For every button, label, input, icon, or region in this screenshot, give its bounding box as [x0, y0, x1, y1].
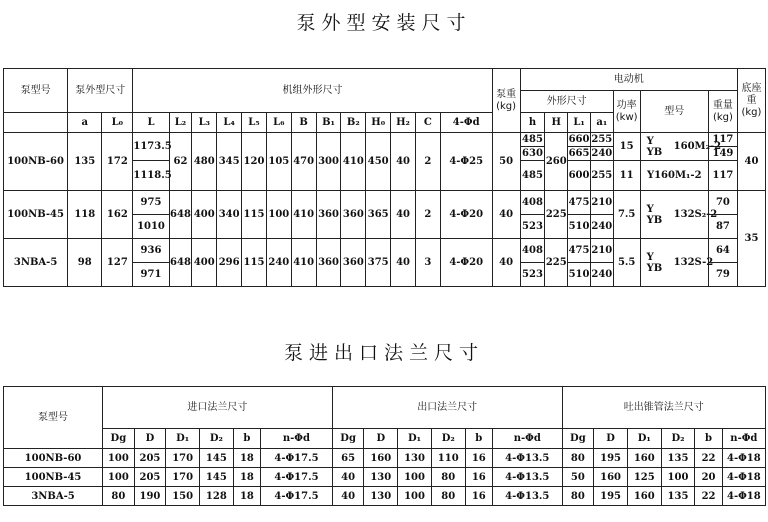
- cell-model: 100NB-45: [4, 468, 103, 487]
- cell: 110: [431, 449, 465, 468]
- header-inlet-flange: 进口法兰尺寸: [103, 387, 333, 429]
- cell-h0: 375: [366, 239, 391, 287]
- cell: 18: [233, 449, 260, 468]
- cell-l2: 648: [169, 239, 192, 287]
- cell-motor-l1: 600: [568, 161, 591, 191]
- cell-motor-l1: 665: [568, 148, 590, 159]
- cell-motor-weight: 79: [708, 263, 737, 287]
- cell-l0: 162: [102, 191, 133, 239]
- cell-l5: 115: [242, 191, 267, 239]
- cell-power: 15: [613, 133, 640, 161]
- cell-b2: 410: [341, 133, 366, 191]
- cell-motor-h: 408: [520, 239, 545, 263]
- cell: 18: [233, 468, 260, 487]
- cell-motor-weight: 87: [708, 215, 737, 239]
- cell: 160: [627, 449, 661, 468]
- cell-a: 98: [68, 239, 102, 287]
- cell-l-bot: 971: [133, 263, 169, 287]
- motor-prefix-yb: YB: [646, 262, 663, 274]
- table-row: [4, 449, 766, 468]
- table-row: [4, 191, 766, 215]
- cell-motor-weight: 70: [708, 191, 737, 215]
- cell-a: 118: [68, 191, 102, 239]
- cell-b: 470: [291, 133, 316, 191]
- cell-l3: 480: [192, 133, 217, 191]
- header-discharge-dg: Dg: [562, 429, 594, 449]
- cell-l4: 345: [217, 133, 242, 191]
- cell: 150: [166, 487, 200, 506]
- table-row: [4, 468, 766, 487]
- header-b2: B₂: [341, 113, 366, 133]
- cell-l6: 100: [266, 191, 291, 239]
- header-motor-l1: L₁: [568, 113, 591, 133]
- cell-motor-a1: 255: [590, 161, 613, 191]
- cell-h2: 40: [391, 191, 416, 239]
- cell: 40: [332, 468, 364, 487]
- cell: 195: [594, 449, 628, 468]
- header-inlet-dg: Dg: [103, 429, 135, 449]
- header-c: C: [415, 113, 440, 133]
- header-l5: L₅: [242, 113, 267, 133]
- cell: 130: [364, 468, 398, 487]
- cell-b2: 360: [341, 191, 366, 239]
- cell-motor-H: 225: [545, 239, 568, 287]
- cell: 40: [332, 487, 364, 506]
- motor-prefix-y: Y: [646, 203, 654, 215]
- header-outlet-d2: D₂: [431, 429, 465, 449]
- header-motor-h: h: [520, 113, 545, 133]
- header-pump-model: 泵型号: [4, 69, 68, 113]
- header-inlet-d: D: [134, 429, 166, 449]
- cell-base-weight-shared: 35: [737, 191, 765, 287]
- cell: 145: [199, 468, 233, 487]
- cell: 100: [103, 468, 135, 487]
- header-outlet-d: D: [364, 429, 398, 449]
- cell: 100: [103, 449, 135, 468]
- header-outlet-d1: D₁: [398, 429, 432, 449]
- cell: 80: [431, 468, 465, 487]
- cell-power: 5.5: [613, 239, 640, 287]
- cell-l-bot: 1118.5: [133, 161, 169, 191]
- subheader-row: [4, 429, 766, 449]
- header-h2: H₂: [391, 113, 416, 133]
- cell: 16: [465, 468, 492, 487]
- cell: 100: [398, 487, 432, 506]
- motor-prefix-yb: YB: [646, 214, 663, 226]
- cell: 190: [134, 487, 166, 506]
- cell-pump-weight: 40: [492, 191, 520, 239]
- flange-dimensions-table: [3, 386, 766, 506]
- flange-dimensions-title: 泵进出口法兰尺寸: [283, 342, 484, 364]
- table-row: [4, 487, 766, 506]
- cell: 16: [465, 487, 492, 506]
- cell: 4-Φ13.5: [492, 449, 562, 468]
- cell-motor-H: 260: [545, 133, 568, 191]
- header-l2: L₂: [169, 113, 192, 133]
- cell-h2: 40: [391, 239, 416, 287]
- cell: 18: [233, 487, 260, 506]
- header-l3: L₃: [192, 113, 217, 133]
- cell-motor-a1: 210: [590, 191, 613, 215]
- install-dimensions-title: 泵外型安装尺寸: [296, 12, 472, 34]
- header-discharge-b: b: [695, 429, 722, 449]
- cell-h0: 365: [366, 191, 391, 239]
- header-inlet-nd: n-Φd: [261, 429, 333, 449]
- cell-power: 7.5: [613, 191, 640, 239]
- cell: 16: [465, 449, 492, 468]
- cell: 195: [594, 487, 628, 506]
- cell: 100: [661, 468, 695, 487]
- cell-motor-a1: 240: [590, 263, 613, 287]
- cell-l6: 105: [266, 133, 291, 191]
- cell-motor-model: [640, 239, 714, 287]
- motor-prefix-y: Y: [646, 251, 654, 263]
- cell-model: 100NB-45: [4, 191, 68, 239]
- table-row: [4, 239, 766, 263]
- cell-l-bot: 1010: [133, 215, 169, 239]
- header-motor-H: H: [545, 113, 568, 133]
- cell-motor-a1: 210: [590, 239, 613, 263]
- cell-pump-weight: 40: [492, 239, 520, 287]
- header-pump-weight: 泵重(kg): [492, 69, 520, 133]
- cell: 205: [134, 468, 166, 487]
- cell-l3: 400: [192, 239, 217, 287]
- cell-l4: 296: [217, 239, 242, 287]
- header-unit-dims: 机组外形尺寸: [133, 69, 492, 113]
- cell: 22: [695, 449, 722, 468]
- motor-type: 160M₂-2: [673, 140, 722, 152]
- cell-base-weight: 40: [737, 133, 765, 191]
- header-l0: L₀: [102, 113, 133, 133]
- cell-l4: 340: [217, 191, 242, 239]
- header-outlet-b: b: [465, 429, 492, 449]
- cell: 160: [594, 468, 628, 487]
- cell-b1: 360: [316, 239, 341, 287]
- cell-l0: 127: [102, 239, 133, 287]
- cell-motor-l1: 510: [568, 263, 591, 287]
- cell-c: 2: [415, 133, 440, 191]
- header-base-weight: 底座重(kg): [737, 69, 765, 133]
- cell: 135: [661, 487, 695, 506]
- header-b1: B₁: [316, 113, 341, 133]
- cell-model: 100NB-60: [4, 449, 103, 468]
- motor-prefix-y: Y: [646, 135, 654, 147]
- cell: 4-Φ18: [722, 449, 765, 468]
- motor-type: 132S-2: [673, 256, 714, 268]
- cell: 130: [364, 487, 398, 506]
- cell-b: 410: [291, 239, 316, 287]
- cell: 170: [166, 449, 200, 468]
- table-row: [4, 133, 766, 147]
- cell-b1: 360: [316, 191, 341, 239]
- cell-l0: 172: [102, 133, 133, 191]
- cell-motor-a1: 255: [591, 134, 613, 145]
- cell: 205: [134, 449, 166, 468]
- cell-b1: 300: [316, 133, 341, 191]
- cell: 145: [199, 449, 233, 468]
- cell: 130: [398, 449, 432, 468]
- header-cell: [4, 113, 68, 133]
- cell-l-top: 975: [133, 191, 169, 215]
- header-inlet-b: b: [233, 429, 260, 449]
- header-l6: L₆: [266, 113, 291, 133]
- header-pump-model: 泵型号: [4, 387, 103, 449]
- cell-l2: 62: [169, 133, 192, 191]
- cell-motor-l1: 660: [568, 134, 590, 145]
- cell: 4-Φ18: [722, 468, 765, 487]
- cell: 22: [695, 487, 722, 506]
- cell-h2: 40: [391, 133, 416, 191]
- cell-motor-model: [640, 191, 718, 239]
- cell-l2: 648: [169, 191, 192, 239]
- cell-4d: 4-Φ25: [440, 133, 492, 191]
- cell: 4-Φ13.5: [492, 487, 562, 506]
- cell: 80: [562, 449, 594, 468]
- cell-c: 2: [415, 191, 440, 239]
- cell-h0: 450: [366, 133, 391, 191]
- cell: 4-Φ18: [722, 487, 765, 506]
- cell: 4-Φ17.5: [261, 468, 333, 487]
- install-dimensions-table: [3, 68, 766, 287]
- header-power: 功率(kw): [613, 91, 640, 133]
- cell: 135: [661, 449, 695, 468]
- header-discharge-nd: n-Φd: [722, 429, 765, 449]
- motor-prefix-yb: YB: [646, 146, 663, 158]
- cell-motor-h: 523: [520, 263, 545, 287]
- cell-motor-H: 225: [545, 191, 568, 239]
- cell: 80: [431, 487, 465, 506]
- cell: 20: [695, 468, 722, 487]
- header-l4: L₄: [217, 113, 242, 133]
- header-4d: 4-Φd: [440, 113, 492, 133]
- cell-motor-h: 523: [520, 215, 545, 239]
- header-discharge-d1: D₁: [627, 429, 661, 449]
- cell-power: 11: [613, 161, 640, 191]
- cell-4d: 4-Φ20: [440, 239, 492, 287]
- header-pump-dims: 泵外型尺寸: [68, 69, 133, 113]
- cell-motor-h: 485: [522, 134, 543, 145]
- cell-l6: 240: [266, 239, 291, 287]
- cell-a: 135: [68, 133, 102, 191]
- header-outlet-flange: 出口法兰尺寸: [332, 387, 562, 429]
- cell-c: 3: [415, 239, 440, 287]
- cell-motor-h: 408: [520, 191, 545, 215]
- header-discharge-flange: 吐出锥管法兰尺寸: [562, 387, 765, 429]
- cell: 50: [562, 468, 594, 487]
- header-motor: 电动机: [520, 69, 737, 91]
- cell-model: 3NBA-5: [4, 487, 103, 506]
- cell-l5: 115: [242, 239, 267, 287]
- cell: 100: [398, 468, 432, 487]
- cell-motor-weight: 117: [708, 133, 737, 147]
- header-motor-a1: a₁: [590, 113, 613, 133]
- cell-b2: 360: [341, 239, 366, 287]
- header-l: L: [133, 113, 169, 133]
- cell: 80: [562, 487, 594, 506]
- cell: 4-Φ17.5: [261, 449, 333, 468]
- cell-4d: 4-Φ20: [440, 191, 492, 239]
- cell: 170: [166, 468, 200, 487]
- header-a: a: [68, 113, 102, 133]
- cell-motor-model: [640, 133, 722, 161]
- header-outlet-nd: n-Φd: [492, 429, 562, 449]
- cell-motor-a1: 240: [591, 148, 613, 159]
- header-motor-weight: 重量(kg): [708, 91, 737, 133]
- cell: 4-Φ13.5: [492, 468, 562, 487]
- cell-motor-h: 630: [522, 148, 543, 159]
- cell: 160: [364, 449, 398, 468]
- cell-motor-weight: 149: [708, 147, 737, 161]
- cell-l-top: 1173.5: [133, 133, 169, 161]
- cell-model: 100NB-60: [4, 133, 68, 191]
- cell-motor-weight: 117: [708, 161, 737, 191]
- header-motor-dims: 外形尺寸: [520, 91, 613, 113]
- header-outlet-dg: Dg: [332, 429, 364, 449]
- cell-motor-h: 485: [520, 161, 545, 191]
- header-discharge-d: D: [594, 429, 628, 449]
- cell-l3: 400: [192, 191, 217, 239]
- header-inlet-d1: D₁: [166, 429, 200, 449]
- cell-motor-a1: 240: [590, 215, 613, 239]
- cell-motor-l1: 475: [568, 239, 591, 263]
- cell-b: 410: [291, 191, 316, 239]
- header-inlet-d2: D₂: [199, 429, 233, 449]
- header-b: B: [291, 113, 316, 133]
- cell-model: 3NBA-5: [4, 239, 68, 287]
- motor-type: 132S₂-2: [673, 208, 718, 220]
- cell-pump-weight: 50: [492, 133, 520, 191]
- cell-motor-l1: 475: [568, 191, 591, 215]
- header-h0: H₀: [366, 113, 391, 133]
- cell: 128: [199, 487, 233, 506]
- cell: 80: [103, 487, 135, 506]
- cell-motor-weight: 64: [708, 239, 737, 263]
- header-motor-model: 型号: [640, 91, 708, 133]
- cell: 160: [627, 487, 661, 506]
- header-discharge-d2: D₂: [661, 429, 695, 449]
- cell-l-top: 936: [133, 239, 169, 263]
- cell-motor-model: Y160M₁-2: [640, 161, 708, 191]
- cell: 125: [627, 468, 661, 487]
- cell: 4-Φ17.5: [261, 487, 333, 506]
- cell: 65: [332, 449, 364, 468]
- cell-motor-l1: 510: [568, 215, 591, 239]
- cell-l5: 120: [242, 133, 267, 191]
